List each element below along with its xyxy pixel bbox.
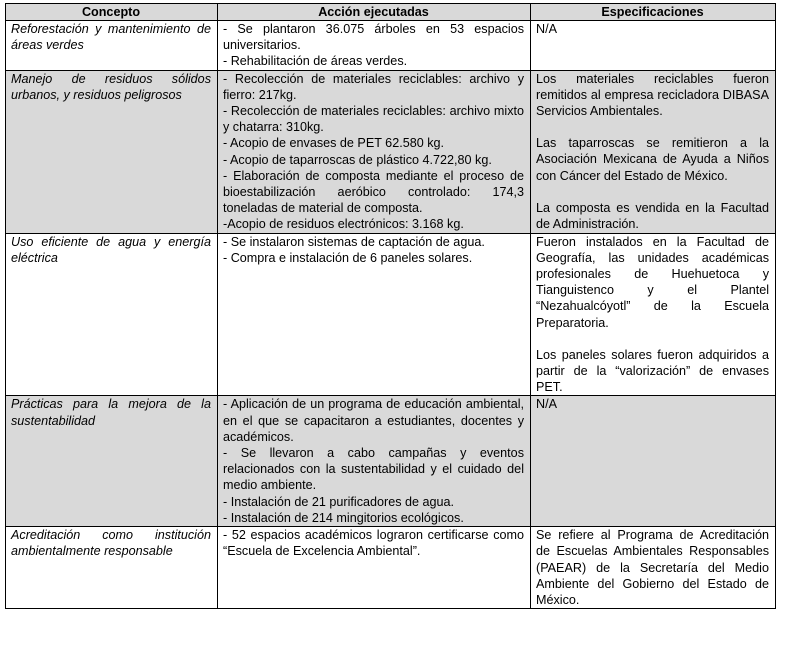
header-especificaciones: Especificaciones xyxy=(531,4,776,21)
sustainability-actions-table xyxy=(5,3,776,609)
concept-cell: Prácticas para la mejora de la sustentabilidad xyxy=(6,396,218,527)
spec-paragraph: N/A xyxy=(536,22,557,36)
table-row xyxy=(6,70,776,233)
spec-paragraph: Los materiales reciclables fueron remitidos al empresa recicladora DIBASA Servicios Ambientales. xyxy=(536,71,769,119)
action-item: - Recolección de materiales reciclables: archivo mixto y chatarra: 310kg. xyxy=(223,104,524,135)
table-row xyxy=(6,527,776,609)
concept-cell: Reforestación y mantenimiento de áreas verdes xyxy=(6,21,218,71)
table-row xyxy=(6,21,776,71)
action-item: - Se plantaron 36.075 árboles en 53 espacios universitarios. xyxy=(223,22,524,53)
specs-cell xyxy=(531,396,776,527)
table-body xyxy=(6,21,776,609)
header-row xyxy=(6,4,776,21)
specs-cell xyxy=(531,233,776,396)
actions-cell xyxy=(218,233,531,396)
spec-paragraph: Los paneles solares fueron adquiridos a partir de la “valorización” de envases PET. xyxy=(536,347,769,395)
action-item: - Instalación de 214 mingitorios ecológicos. xyxy=(223,510,464,525)
concept-cell: Acreditación como institución ambientalmente responsable xyxy=(6,527,218,609)
table-header xyxy=(6,4,776,21)
actions-cell xyxy=(218,527,531,609)
spec-paragraph: La composta es vendida en la Facultad de Administración. xyxy=(536,200,769,232)
action-item: - Acopio de envases de PET 62.580 kg. xyxy=(223,136,445,151)
specs-cell xyxy=(531,527,776,609)
header-concepto: Concepto xyxy=(6,4,218,21)
action-item: - Compra e instalación de 6 paneles solares. xyxy=(223,250,473,265)
action-item: - Acopio de taparroscas de plástico 4.722,80 kg. xyxy=(223,152,492,167)
spec-paragraph: Fueron instalados en la Facultad de Geografía, las unidades académicas profesionales de Huehuetoca y Tianguistenco y el Plantel “Nezahualcóyotl” de la Escuela Preparatoria. xyxy=(536,234,769,330)
specs-cell xyxy=(531,21,776,71)
action-item: - Rehabilitación de áreas verdes. xyxy=(223,54,408,69)
specs-cell xyxy=(531,70,776,233)
action-item: - Instalación de 21 purificadores de agua. xyxy=(223,494,455,509)
concept-cell: Uso eficiente de agua y energía eléctrica xyxy=(6,233,218,396)
action-item: - Recolección de materiales reciclables: archivo y fierro: 217kg. xyxy=(223,71,524,102)
actions-cell xyxy=(218,21,531,71)
actions-cell xyxy=(218,70,531,233)
action-item: - Se instalaron sistemas de captación de agua. xyxy=(223,234,485,249)
spec-paragraph: Se refiere al Programa de Acreditación de Escuelas Ambientales Responsables (PAEAR) de la Secretaría del Medio Ambiente del Gobierno del Estado de México. xyxy=(536,528,769,607)
action-item: -Acopio de residuos electrónicos: 3.168 kg. xyxy=(223,217,464,232)
action-item: - Aplicación de un programa de educación ambiental, en el que se capacitaron a estudiantes, docentes y académicos. xyxy=(223,397,524,444)
concept-cell: Manejo de residuos sólidos urbanos, y residuos peligrosos xyxy=(6,70,218,233)
spec-paragraph: Las taparroscas se remitieron a la Asociación Mexicana de Ayuda a Niños con Cáncer del Estado de México. xyxy=(536,136,769,183)
header-acciones: Acción ejecutadas xyxy=(218,4,531,21)
actions-cell xyxy=(218,396,531,527)
table-row xyxy=(6,233,776,396)
spec-paragraph: N/A xyxy=(536,397,557,412)
action-item: - Elaboración de composta mediante el proceso de bioestabilización aeróbico controlado: 174,3 toneladas de material de composta. xyxy=(223,168,524,216)
action-item: - 52 espacios académicos lograron certificarse como “Escuela de Excelencia Ambiental”. xyxy=(223,528,524,559)
table-row xyxy=(6,396,776,527)
action-item: - Se llevaron a cabo campañas y eventos relacionados con la sustentabilidad y el cuidado del medio ambiente. xyxy=(223,446,524,493)
